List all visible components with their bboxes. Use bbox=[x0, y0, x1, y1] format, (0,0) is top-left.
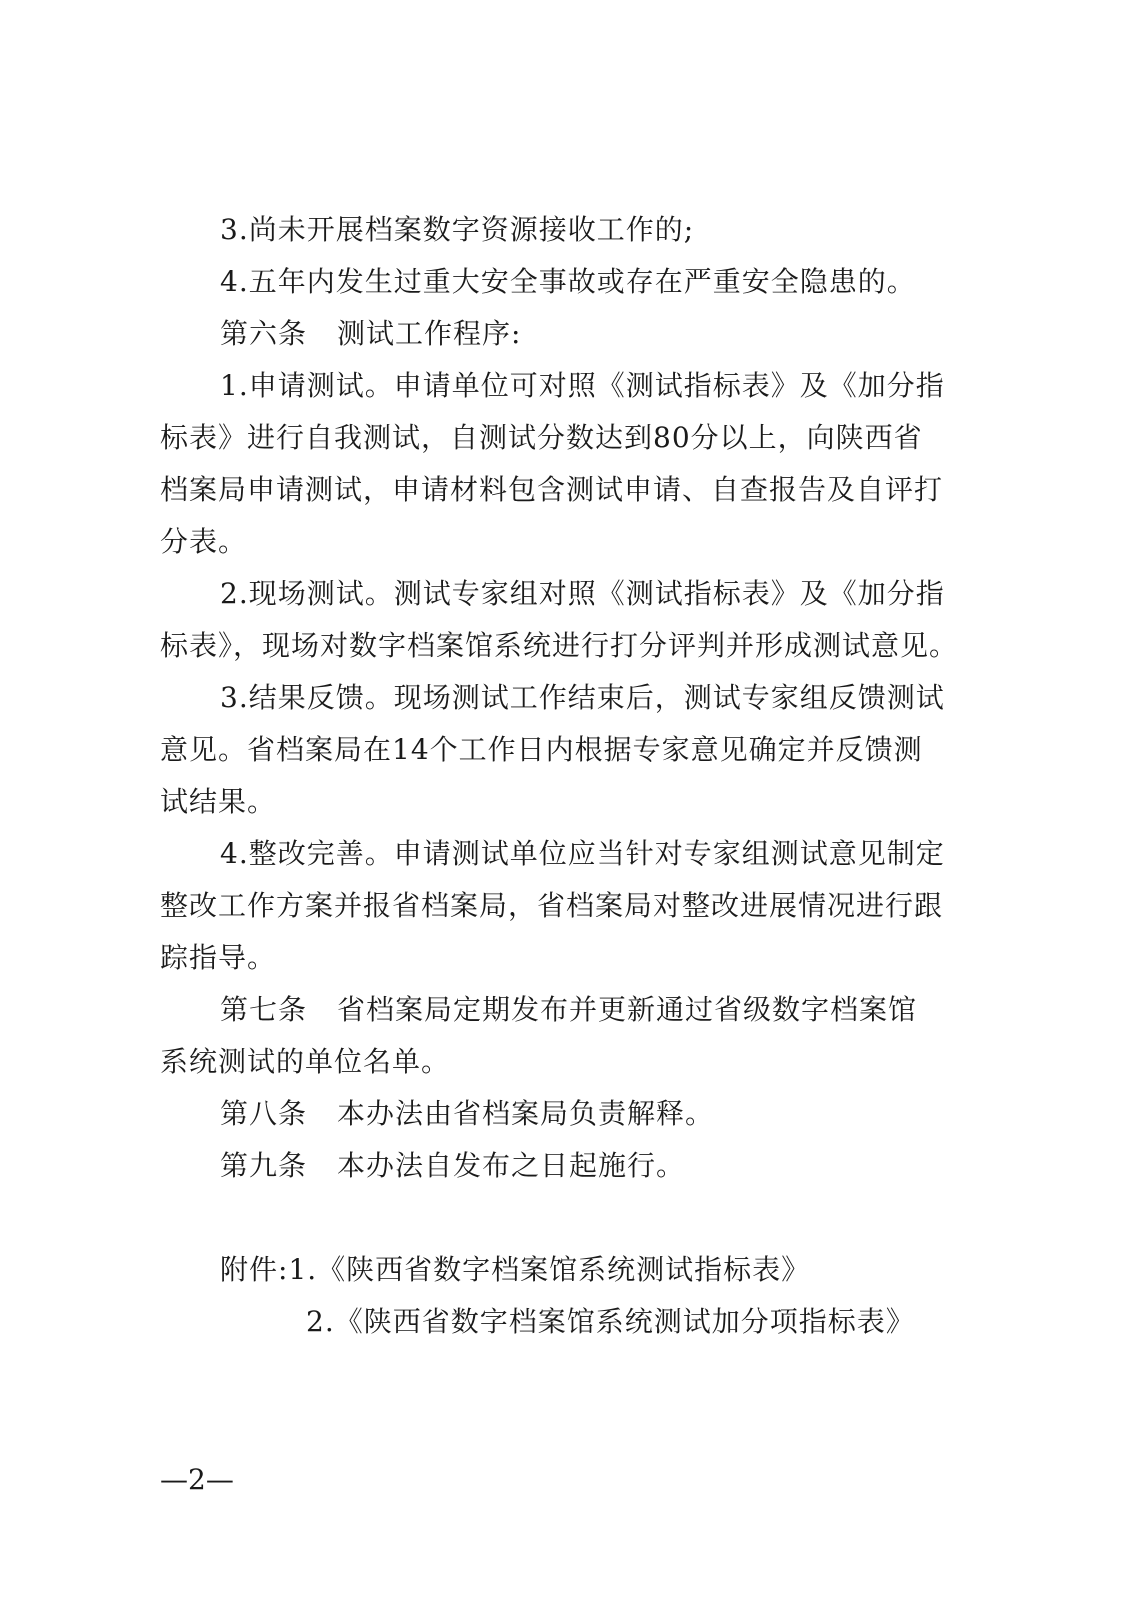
attachment-line-1 bbox=[220, 1252, 810, 1288]
article-8 bbox=[220, 1096, 714, 1132]
article-6-text: 测试工作程序: bbox=[337, 317, 522, 350]
article-7-label: 第七条 bbox=[220, 993, 308, 1026]
procedure-3-line-1: 3.结果反馈。现场测试工作结束后，测试专家组反馈测试 bbox=[220, 681, 945, 714]
article-7-text: 省档案局定期发布并更新通过省级数字档案馆 bbox=[337, 993, 918, 1026]
procedure-3-line-3: 试结果。 bbox=[160, 785, 277, 818]
attachment-item-1: 1.《陕西省数字档案馆系统测试指标表》 bbox=[288, 1253, 811, 1286]
article-9-text: 本办法自发布之日起施行。 bbox=[337, 1149, 686, 1182]
attachment-label: 附件: bbox=[220, 1253, 289, 1286]
article-8-text: 本办法由省档案局负责解释。 bbox=[337, 1097, 715, 1130]
clause-5-item-4: 4.五年内发生过重大安全事故或存在严重安全隐患的。 bbox=[220, 265, 916, 298]
procedure-1-line-2: 标表》进行自我测试，自测试分数达到80分以上，向陕西省 bbox=[160, 421, 923, 454]
article-9-label: 第九条 bbox=[220, 1149, 308, 1182]
procedure-1-line-4: 分表。 bbox=[160, 525, 248, 558]
article-9 bbox=[220, 1148, 685, 1184]
clause-5-item-3: 3.尚未开展档案数字资源接收工作的; bbox=[220, 213, 695, 246]
article-7-line-1 bbox=[220, 992, 917, 1028]
procedure-1-line-1: 1.申请测试。申请单位可对照《测试指标表》及《加分指 bbox=[220, 369, 945, 402]
article-6-heading bbox=[220, 316, 521, 352]
article-7-line-2: 系统测试的单位名单。 bbox=[160, 1045, 451, 1078]
procedure-2-line-2: 标表》，现场对数字档案馆系统进行打分评判并形成测试意见。 bbox=[160, 629, 959, 662]
article-8-label: 第八条 bbox=[220, 1097, 308, 1130]
procedure-1-line-3: 档案局申请测试，申请材料包含测试申请、自查报告及自评打 bbox=[160, 473, 944, 506]
page-number: —2— bbox=[160, 1463, 234, 1496]
procedure-3-line-2: 意见。省档案局在14个工作日内根据专家意见确定并反馈测 bbox=[160, 733, 923, 766]
attachment-item-2: 2.《陕西省数字档案馆系统测试加分项指标表》 bbox=[306, 1305, 915, 1338]
procedure-4-line-2: 整改工作方案并报省档案局，省档案局对整改进展情况进行跟 bbox=[160, 889, 944, 922]
procedure-4-line-1: 4.整改完善。申请测试单位应当针对专家组测试意见制定 bbox=[220, 837, 945, 870]
procedure-2-line-1: 2.现场测试。测试专家组对照《测试指标表》及《加分指 bbox=[220, 577, 945, 610]
article-6-label: 第六条 bbox=[220, 317, 308, 350]
procedure-4-line-3: 踪指导。 bbox=[160, 941, 277, 974]
